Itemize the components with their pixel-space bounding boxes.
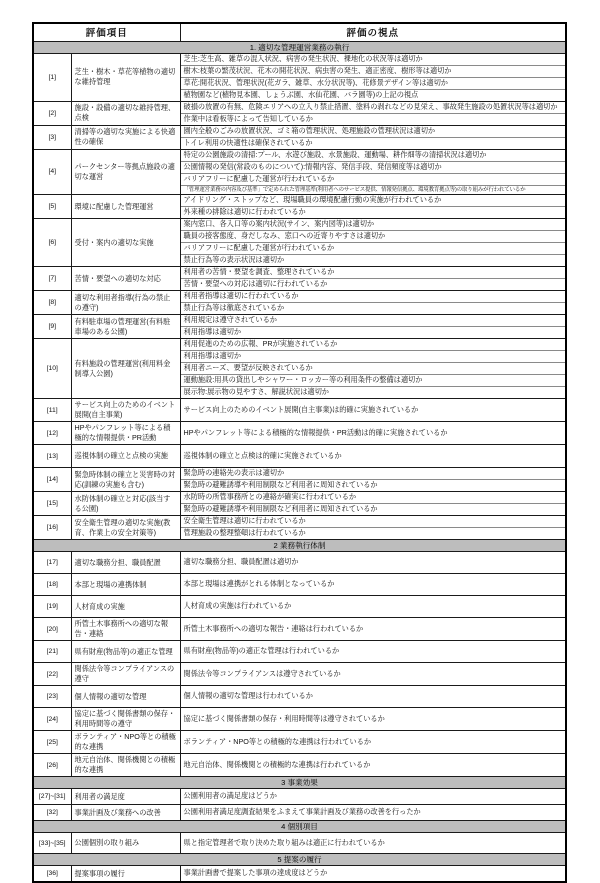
row-id: [22] xyxy=(33,663,71,686)
evaluation-point: 利用指導は適切か xyxy=(181,351,566,363)
table-row xyxy=(33,195,566,219)
row-id: [11] xyxy=(33,399,71,422)
evaluation-item: 地元自治体、関係機関との積極的な連携 xyxy=(71,754,180,777)
evaluation-points xyxy=(181,54,566,101)
row-id: [19] xyxy=(33,596,71,618)
evaluation-point: 特定の公園施設の清掃:プール、水遊び施設、水景施設、運動場、耕作畑等の清掃状況は適切か xyxy=(181,150,566,162)
evaluation-points xyxy=(181,445,566,467)
evaluation-points xyxy=(181,516,566,539)
table-row xyxy=(33,731,566,754)
evaluation-point: 公園利用者満足度調査結果をふまえて事業計画及び業務の改善を行ったか xyxy=(183,807,421,817)
column-header-items: 評価項目 xyxy=(33,23,180,41)
evaluation-points xyxy=(181,552,566,573)
evaluation-points-cell xyxy=(180,596,566,618)
evaluation-item: 芝生・樹木・草花等植物の適切な維持管理 xyxy=(71,53,180,101)
table-row xyxy=(33,641,566,663)
evaluation-points xyxy=(181,126,566,149)
evaluation-point: 利用指導は適切か xyxy=(183,327,242,337)
evaluation-points-cell xyxy=(180,399,566,422)
evaluation-points xyxy=(181,732,566,753)
table-body xyxy=(33,23,566,882)
evaluation-item: 個人情報の適切な管理 xyxy=(71,686,180,708)
row-id: [6] xyxy=(33,219,71,267)
evaluation-point: 利用促進のための広報、PRが実施されているか xyxy=(181,339,566,351)
evaluation-points xyxy=(181,291,566,314)
evaluation-point: 協定に基づく関係書類の保存・利用時間等は遵守されているか xyxy=(183,713,385,723)
evaluation-point: 巡視体制の確立と点検は的確に実施されているか xyxy=(183,450,342,460)
evaluation-points xyxy=(181,686,566,707)
table-row xyxy=(33,422,566,445)
evaluation-item: 巡視体制の確立と点検の実施 xyxy=(71,445,180,468)
evaluation-point: 適切な職務分担、職員配置は適切か xyxy=(183,557,299,567)
evaluation-points xyxy=(181,574,566,595)
evaluation-points-cell xyxy=(180,618,566,641)
evaluation-point: 県と指定管理者で取り決めた取り組みは適正に行われているか xyxy=(183,837,385,847)
section-title: 4 個別項目 xyxy=(33,821,566,833)
evaluation-point: 緊急時の避難誘導や利用制限など利用者に周知されているか xyxy=(183,504,378,514)
table-row xyxy=(33,53,566,101)
evaluation-item: 有料施設の管理運営(利用料金制導入公園) xyxy=(71,339,180,399)
evaluation-point: 「管理運営業務の内容及び基準」で定められた管理基準(利用者へのサービス提供、情報発信拠点、環境教育拠点等)の取り組みが行われているか xyxy=(183,186,526,193)
evaluation-points xyxy=(181,399,566,421)
evaluation-item: 清掃等の適切な実施による快適性の確保 xyxy=(71,125,180,149)
evaluation-item: 水防体制の確立と対応(該当する公園) xyxy=(71,492,180,516)
row-id: [14] xyxy=(33,468,71,492)
evaluation-point: 禁止行為等の表示状況は適切か xyxy=(183,255,285,265)
evaluation-point: 緊急時の避難誘導や利用制限など利用者に周知されているか xyxy=(183,480,378,490)
row-id: [32] xyxy=(33,805,71,821)
table-row xyxy=(33,445,566,468)
evaluation-points xyxy=(181,219,566,266)
evaluation-item: 受付・案内の適切な実施 xyxy=(71,219,180,267)
table-row xyxy=(33,789,566,805)
row-id: [13] xyxy=(33,445,71,468)
evaluation-points-cell xyxy=(180,219,566,267)
evaluation-points xyxy=(181,833,566,853)
table-row xyxy=(33,339,566,399)
evaluation-points-cell xyxy=(180,125,566,149)
row-id: [8] xyxy=(33,291,71,315)
evaluation-points xyxy=(181,641,566,662)
evaluation-points xyxy=(181,789,566,804)
evaluation-point: 個人情報の適切な管理は行われているか xyxy=(183,691,313,701)
evaluation-point: アイドリング・ストップなど、現場職員の環境配慮行動の実施が行われているか xyxy=(181,195,566,207)
table-row xyxy=(33,708,566,731)
table-row xyxy=(33,516,566,540)
evaluation-item: 利用者の満足度 xyxy=(71,789,180,805)
table-row xyxy=(33,754,566,777)
evaluation-point: 苦情・要望への対応は適切に行われているか xyxy=(183,279,328,289)
table-row xyxy=(33,618,566,641)
evaluation-points-cell xyxy=(180,805,566,821)
evaluation-point: 人材育成の実施は行われているか xyxy=(183,601,292,611)
evaluation-item: 所管土木事務所への適切な報告・連絡 xyxy=(71,618,180,641)
row-id: [36] xyxy=(33,866,71,883)
evaluation-item: 苦情・要望への適切な対応 xyxy=(71,267,180,291)
evaluation-point: 案内窓口、各入口等の案内状況(サイン、案内図等)は適切か xyxy=(181,219,566,231)
section-row xyxy=(33,41,566,53)
table-row xyxy=(33,805,566,821)
evaluation-points xyxy=(181,150,566,195)
row-id: [10] xyxy=(33,339,71,399)
evaluation-item: 本部と現場の連携体制 xyxy=(71,574,180,596)
evaluation-points-cell xyxy=(180,833,566,854)
evaluation-points-cell xyxy=(180,195,566,219)
evaluation-points-cell xyxy=(180,149,566,195)
evaluation-point: 作業中は看板等によって告知しているか xyxy=(183,113,313,123)
table-row xyxy=(33,596,566,618)
evaluation-point: 禁止行為等は徹底されているか xyxy=(183,303,285,313)
evaluation-item: 関係法令等コンプライアンスの遵守 xyxy=(71,663,180,686)
evaluation-item: 緊急時体制の確立と災害時の対応(訓練の実施も含む) xyxy=(71,468,180,492)
table-row xyxy=(33,125,566,149)
evaluation-points xyxy=(181,619,566,640)
evaluation-points xyxy=(181,664,566,685)
evaluation-points-cell xyxy=(180,422,566,445)
evaluation-table xyxy=(32,22,567,883)
row-id: [7] xyxy=(33,267,71,291)
table-row xyxy=(33,399,566,422)
row-id: [16] xyxy=(33,516,71,540)
row-id: [5] xyxy=(33,195,71,219)
evaluation-points-cell xyxy=(180,492,566,516)
row-id: [25] xyxy=(33,731,71,754)
evaluation-points xyxy=(181,709,566,730)
evaluation-item: 人材育成の実施 xyxy=(71,596,180,618)
evaluation-points-cell xyxy=(180,101,566,125)
evaluation-point: 外来種の排除は適切に行われているか xyxy=(183,207,306,217)
section-title: 1. 適切な管理運営業務の執行 xyxy=(33,41,566,53)
row-id: [4] xyxy=(33,149,71,195)
evaluation-points-cell xyxy=(180,445,566,468)
evaluation-point: 樹木:枝葉の繁茂状況、花木の開花状況、病虫害の発生、適正密度、樹形等は適切か xyxy=(181,66,566,78)
evaluation-points xyxy=(181,805,566,820)
table-header-row xyxy=(33,23,566,41)
evaluation-points xyxy=(181,267,566,290)
evaluation-point: 公園情報の発信(常設のものについて):情報内容、発信手段、発信頻度等は適切か xyxy=(181,162,566,174)
evaluation-points-cell xyxy=(180,574,566,596)
row-id: [21] xyxy=(33,641,71,663)
row-id: [33]~[35] xyxy=(33,833,71,854)
evaluation-point: 芝生:芝生高、雑草の混入状況、病害の発生状況、裸地化の状況等は適切か xyxy=(181,54,566,66)
evaluation-point: 県有財産(物品等)の適正な管理は行われているか xyxy=(183,646,340,656)
evaluation-item: ボランティア・NPO等との積極的な連携 xyxy=(71,731,180,754)
evaluation-points-cell xyxy=(180,516,566,540)
evaluation-point: 利用者の苦情・要望を調査、整理されているか xyxy=(181,267,566,279)
evaluation-item: 協定に基づく関係書類の保存・利用時間等の遵守 xyxy=(71,708,180,731)
evaluation-points xyxy=(181,339,566,398)
evaluation-point: 緊急時の連絡先の表示は適切か xyxy=(181,468,566,480)
evaluation-points-cell xyxy=(180,291,566,315)
row-id: [2] xyxy=(33,101,71,125)
row-id: [9] xyxy=(33,315,71,339)
evaluation-point: 破損の放置の有無、危険エリアへの立入り禁止措置、塗料の剥れなどの見栄え、事故発生施設の処置状況等は適切か xyxy=(181,102,566,114)
table-row xyxy=(33,291,566,315)
section-row xyxy=(33,540,566,552)
evaluation-item: 安全衛生管理の適切な実施(教育、作業上の安全対策等) xyxy=(71,516,180,540)
evaluation-points-cell xyxy=(180,641,566,663)
evaluation-item: 事業計画及び業務への改善 xyxy=(71,805,180,821)
row-id: [15] xyxy=(33,492,71,516)
table-row xyxy=(33,149,566,195)
table-row xyxy=(33,219,566,267)
evaluation-point: HPやパンフレット等による積極的な情報提供・PR活動は的確に実施されているか xyxy=(183,427,448,437)
table-row xyxy=(33,552,566,574)
row-id: [26] xyxy=(33,754,71,777)
evaluation-point: トイレ利用の快適性は確保されているか xyxy=(183,137,313,147)
evaluation-point: 安全衛生管理は適切に行われているか xyxy=(181,516,566,528)
evaluation-point: 所管土木事務所への適切な報告・連絡は行われているか xyxy=(183,623,364,633)
evaluation-points-cell xyxy=(180,754,566,777)
evaluation-item: 環境に配慮した管理運営 xyxy=(71,195,180,219)
evaluation-points-cell xyxy=(180,552,566,574)
section-title: 3 事業効果 xyxy=(33,777,566,789)
evaluation-points-cell xyxy=(180,731,566,754)
row-id: [27]~[31] xyxy=(33,789,71,805)
table-row xyxy=(33,315,566,339)
evaluation-point: 利用規定は遵守されているか xyxy=(181,315,566,327)
evaluation-points-cell xyxy=(180,267,566,291)
evaluation-point: ボランティア・NPO等との積極的な連携は行われているか xyxy=(183,736,372,746)
evaluation-point: 本部と現場は連携がとれる体制となっているか xyxy=(183,579,335,589)
evaluation-point: 利用者指導は適切に行われているか xyxy=(181,291,566,303)
evaluation-points-cell xyxy=(180,708,566,731)
evaluation-points xyxy=(181,315,566,338)
evaluation-point: 事業計画書で提案した事項の達成度はどうか xyxy=(183,868,328,878)
evaluation-points xyxy=(181,422,566,444)
evaluation-points-cell xyxy=(180,468,566,492)
evaluation-item: 県有財産(物品等)の適正な管理 xyxy=(71,641,180,663)
table-row xyxy=(33,574,566,596)
evaluation-points-cell xyxy=(180,339,566,399)
evaluation-point: 展示物:展示物の見やすさ、解説状況は適切か xyxy=(183,387,329,397)
row-id: [23] xyxy=(33,686,71,708)
table-row xyxy=(33,663,566,686)
section-row xyxy=(33,854,566,866)
evaluation-point: 管理施設の整理整頓は行われているか xyxy=(183,528,306,538)
column-header-points: 評価の視点 xyxy=(180,23,566,41)
section-title: 5 提案の履行 xyxy=(33,854,566,866)
evaluation-points-cell xyxy=(180,789,566,805)
evaluation-item: パークセンター等拠点施設の適切な運営 xyxy=(71,149,180,195)
table-row xyxy=(33,686,566,708)
evaluation-point: 水防時の所管事務所との連絡が確実に行われているか xyxy=(181,492,566,504)
evaluation-points-cell xyxy=(180,686,566,708)
evaluation-points xyxy=(181,102,566,125)
table-row xyxy=(33,866,566,883)
evaluation-point: 利用者ニーズ、要望が反映されているか xyxy=(181,363,566,375)
evaluation-points xyxy=(181,596,566,617)
evaluation-item: 有料駐車場の管理運営(有料駐車場のある公園) xyxy=(71,315,180,339)
row-id: [12] xyxy=(33,422,71,445)
section-row xyxy=(33,777,566,789)
table-row xyxy=(33,833,566,854)
evaluation-points xyxy=(181,755,566,776)
evaluation-item: 提案事項の履行 xyxy=(71,866,180,883)
evaluation-item: 適切な職務分担、職員配置 xyxy=(71,552,180,574)
row-id: [18] xyxy=(33,574,71,596)
evaluation-points xyxy=(181,195,566,218)
evaluation-point: 園内全般のごみの放置状況、ゴミ箱の管理状況、処理施設の管理状況は適切か xyxy=(181,126,566,138)
row-id: [20] xyxy=(33,618,71,641)
evaluation-point: 運動施設:用具の貸出しやシャワー・ロッカー等の利用条件の整備は適切か xyxy=(181,375,566,387)
evaluation-item: 適切な利用者指導(行為の禁止の遵守) xyxy=(71,291,180,315)
evaluation-points-cell xyxy=(180,53,566,101)
section-row xyxy=(33,821,566,833)
table-row xyxy=(33,267,566,291)
row-id: [3] xyxy=(33,125,71,149)
table-row xyxy=(33,468,566,492)
evaluation-points-cell xyxy=(180,663,566,686)
evaluation-item: HPやパンフレット等による積極的な情報提供・PR活動 xyxy=(71,422,180,445)
evaluation-point: 職員の接客態度、身だしなみ、窓口への近寄りやすさは適切か xyxy=(181,231,566,243)
evaluation-point: 地元自治体、関係機関との積極的な連携は行われているか xyxy=(183,759,371,769)
evaluation-point: 関係法令等コンプライアンスは遵守されているか xyxy=(183,668,341,678)
row-id: [1] xyxy=(33,53,71,101)
evaluation-item: 公園個別の取り組み xyxy=(71,833,180,854)
evaluation-point: 植物園など(植物見本園、しょうぶ園、水仙花園、バラ園等)の上記の視点 xyxy=(183,89,419,99)
table-row xyxy=(33,101,566,125)
evaluation-item: サービス向上のためのイベント展開(自主事業) xyxy=(71,399,180,422)
evaluation-point: 公園利用者の満足度はどうか xyxy=(183,791,277,801)
evaluation-points-cell xyxy=(180,866,566,883)
row-id: [17] xyxy=(33,552,71,574)
table-row xyxy=(33,492,566,516)
evaluation-points-cell xyxy=(180,315,566,339)
evaluation-points xyxy=(181,492,566,515)
evaluation-point: サービス向上のためのイベント展開(自主事業)は的確に実施されているか xyxy=(183,404,419,414)
evaluation-point: 草花:開花状況、管理状況(花ガラ、雑草、水分状況等)、花修景デザイン等は適切か xyxy=(181,78,566,90)
evaluation-points xyxy=(181,866,566,881)
evaluation-point: バリアフリーに配慮した運営が行われているか xyxy=(181,174,566,186)
evaluation-item: 施設・設備の適切な維持管理、点検 xyxy=(71,101,180,125)
section-title: 2 業務執行体制 xyxy=(33,540,566,552)
evaluation-points xyxy=(181,468,566,491)
row-id: [24] xyxy=(33,708,71,731)
evaluation-point: バリアフリーに配慮した運営が行われているか xyxy=(181,243,566,255)
